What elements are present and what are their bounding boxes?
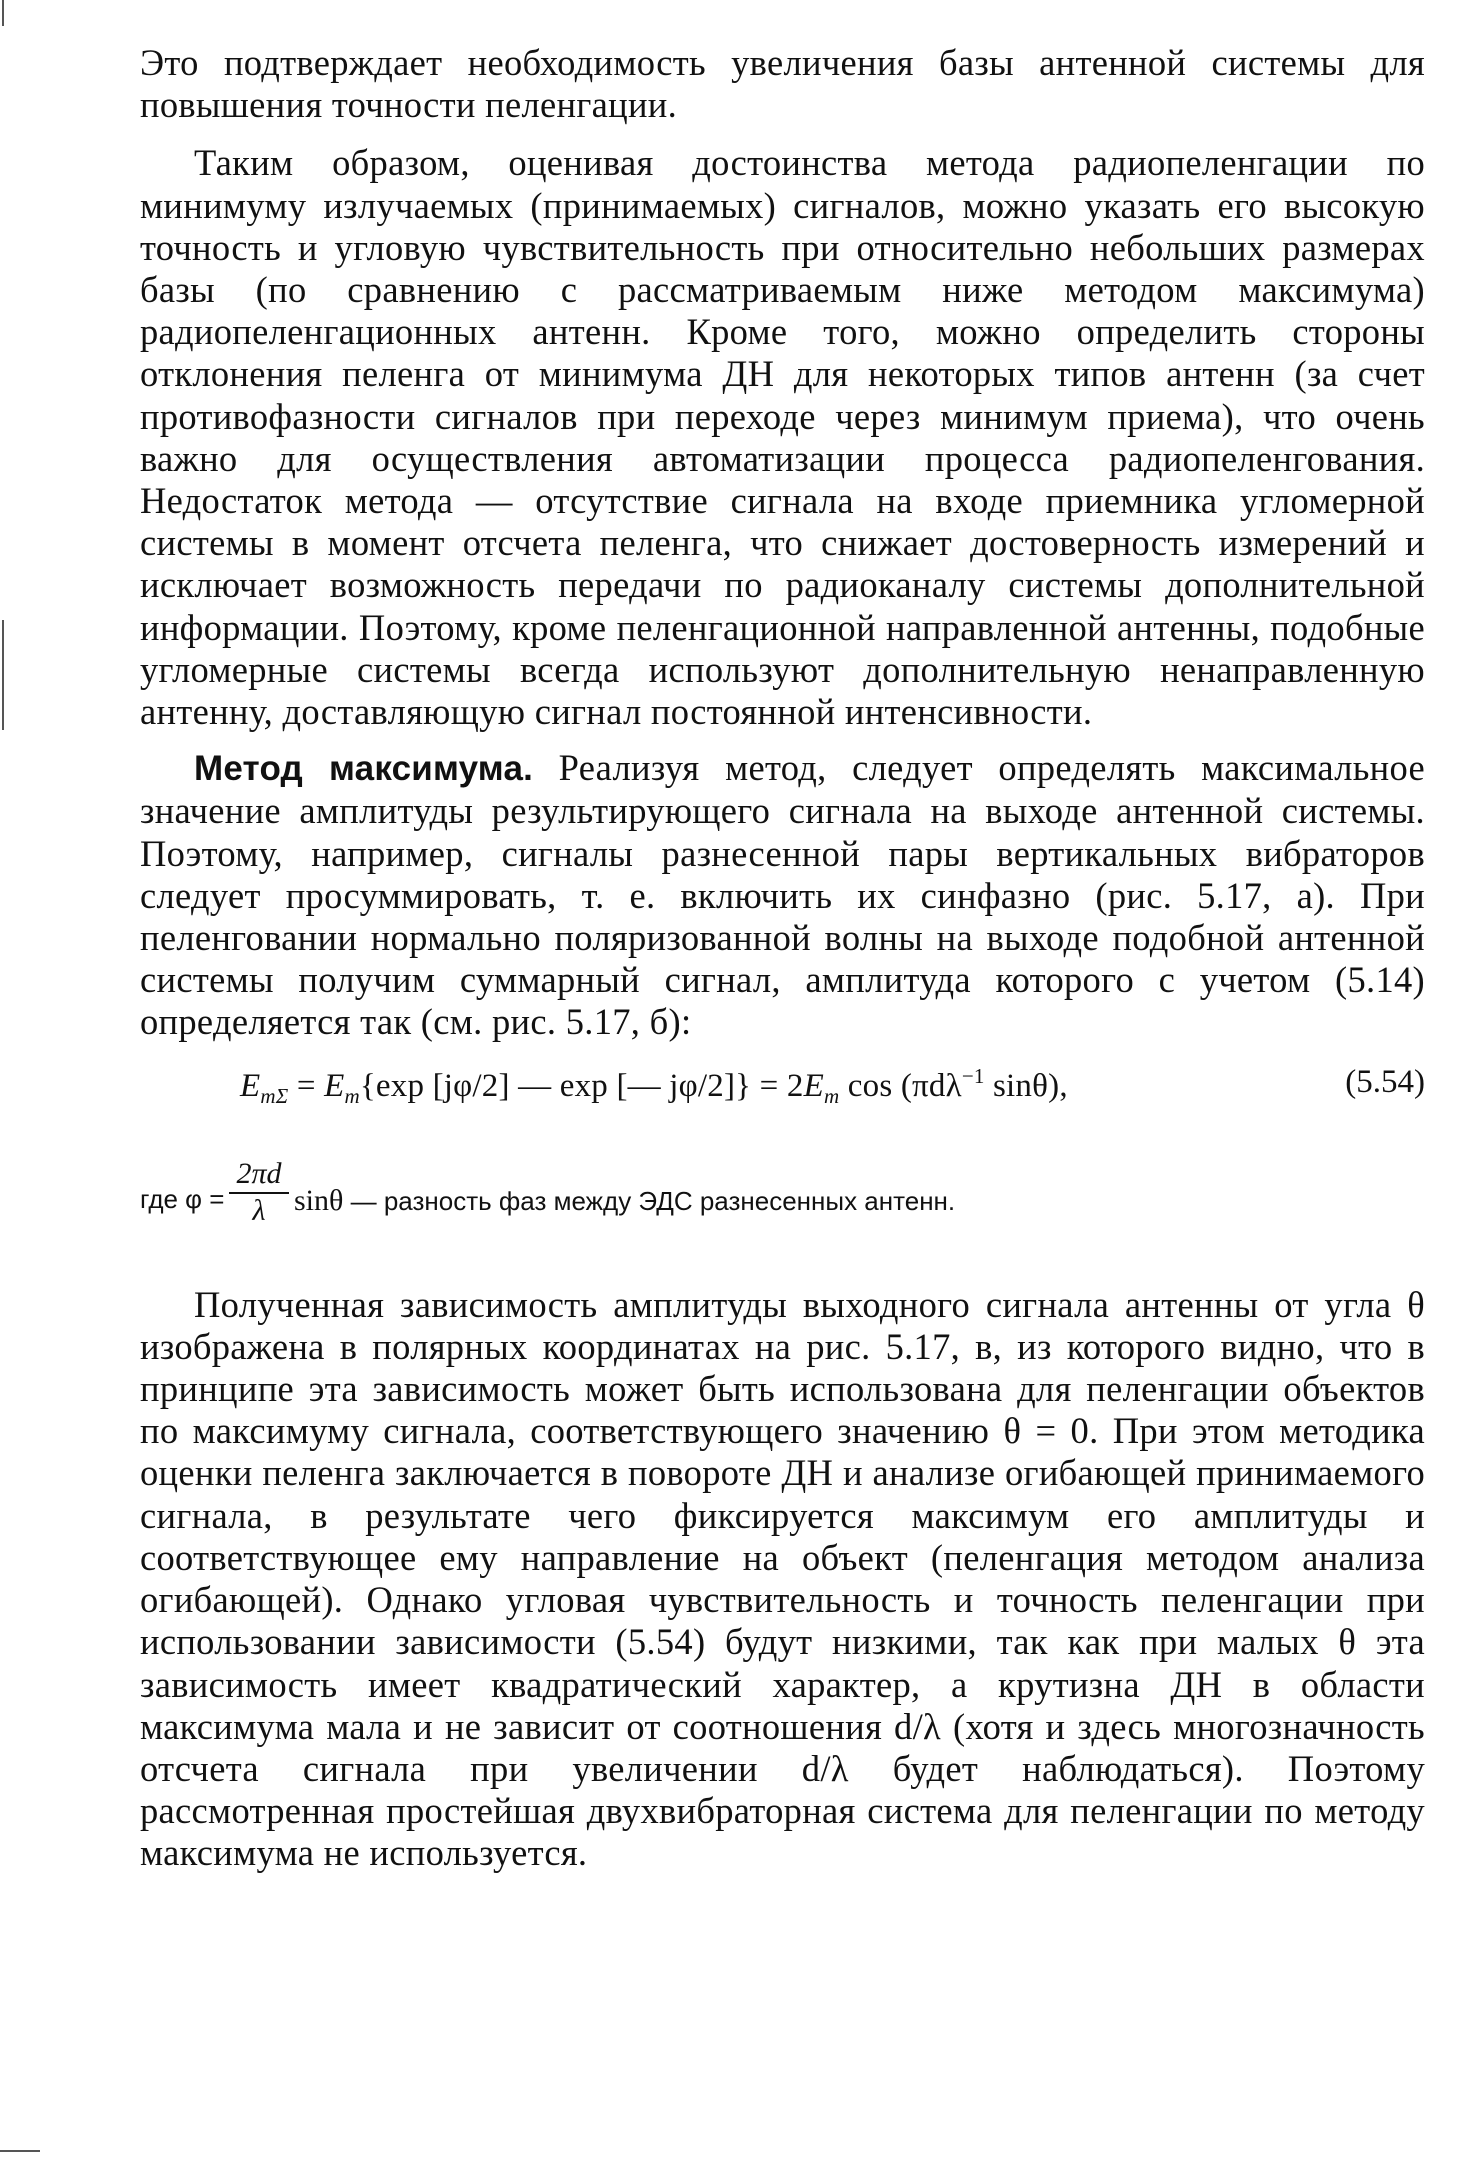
eq-rhs-subscript: m — [344, 1083, 360, 1108]
eq-lhs-subscript: mΣ — [260, 1083, 289, 1108]
scan-edge-mark — [2, 620, 4, 730]
eq-rhs-symbol: E — [324, 1067, 345, 1104]
fraction-denominator: λ — [252, 1193, 266, 1227]
eq-equals: = — [288, 1067, 325, 1104]
paragraph-1: Это подтверждает необходимость увеличения базы антенной системы для повышения точности пеленгации. — [140, 42, 1425, 126]
scan-edge-mark — [0, 2150, 40, 2152]
where-text: — разность фаз между ЭДС разнесенных антенн. — [343, 1185, 956, 1216]
equation-number: (5.54) — [1345, 1063, 1425, 1100]
where-label: где φ = — [140, 1183, 225, 1214]
equation-expression — [240, 1064, 1068, 1109]
eq-body-2: cos (πdλ — [839, 1067, 962, 1104]
eq-body-3: sinθ), — [984, 1067, 1068, 1104]
paragraph-5: Полученная зависимость амплитуды выходного сигнала антенны от угла θ изображена в полярных координатах на рис. 5.17, в, из которого видно, что в принципе эта зависимость может быть использована для пеленгации объектов по максимуму сигнала, соответствующего значению θ = 0. При этом методика оценки пеленга заключается в повороте ДН и анализе огибающей принимаемого сигнала, в результате чего фиксируется максимум его амплитуды и соответствующее ему направление на объект (пеленгация методом анализа огибающей). Однако угловая чувствительность и точность пеленгации при использовании зависимости (5.54) будут низкими, так как при малых θ эта зависимость имеет квадратический характер, а крутизна ДН в области максимума мала и не зависит от соотношения d/λ (хотя и здесь многозначность отсчета сигнала при увеличении d/λ будет наблюдаться). Поэтому рассмотренная простейшая двухвибраторная система для пеленгации по методу максимума не используется. — [140, 1283, 1425, 1874]
where-explanation — [294, 1184, 955, 1218]
document-page — [140, 42, 1425, 1875]
equation-where-clause — [140, 1154, 1425, 1274]
section-heading-max-method: Метод максимума. — [194, 749, 534, 789]
eq-exponent: −1 — [961, 1063, 985, 1088]
paragraph-3-body: Реализуя метод, следует определять максимальное значение амплитуды результирующего сигнала на выходе антенной системы. Поэтому, например, сигналы разнесенной пары вертикальных вибраторов следует просуммировать, т. е. включить их синфазно (рис. 5.17, а). При пеленговании нормально поляризованной волны на выходе подобной антенной системы получим суммарный сигнал, амплитуда которого с учетом (5.14) определяется так (см. рис. 5.17, б): — [140, 747, 1425, 1043]
paragraph-3 — [140, 747, 1425, 1043]
phase-fraction — [229, 1156, 289, 1228]
eq-body-1: {exp [jφ/2] — exp [— jφ/2]} = 2 — [359, 1067, 804, 1104]
eq-rhs2-subscript: m — [823, 1083, 840, 1108]
paragraph-2: Таким образом, оценивая достоинства метода радиопеленгации по минимуму излучаемых (принимаемых) сигналов, можно указать его высокую точность и угловую чувствительность при относительно небольших размерах базы (по сравнению с рассматриваемым ниже методом максимума) радиопеленгационных антенн. Кроме того, можно определить стороны отклонения пеленга от минимума ДН для некоторых типов антенн (за счет противофазности сигналов при переходе через минимум приема), что очень важно для осуществления автоматизации процесса радиопеленгования. Недостаток метода — отсутствие сигнала на входе приемника угломерной системы в момент отсчета пеленга, что снижает достоверность измерений и исключает возможность передачи по радиоканалу системы дополнительной информации. Поэтому, кроме пеленгационной направленной антенны, подобные угломерные системы всегда используют дополнительную ненаправленную антенну, доставляющую сигнал постоянной интенсивности. — [140, 142, 1425, 733]
eq-rhs2-symbol: E — [803, 1067, 824, 1104]
fraction-numerator: 2πd — [229, 1156, 289, 1194]
scan-edge-mark — [2, 0, 4, 26]
equation-5-54 — [140, 1044, 1425, 1154]
eq-lhs-symbol: E — [240, 1067, 261, 1104]
where-sin: sinθ — [294, 1183, 344, 1217]
